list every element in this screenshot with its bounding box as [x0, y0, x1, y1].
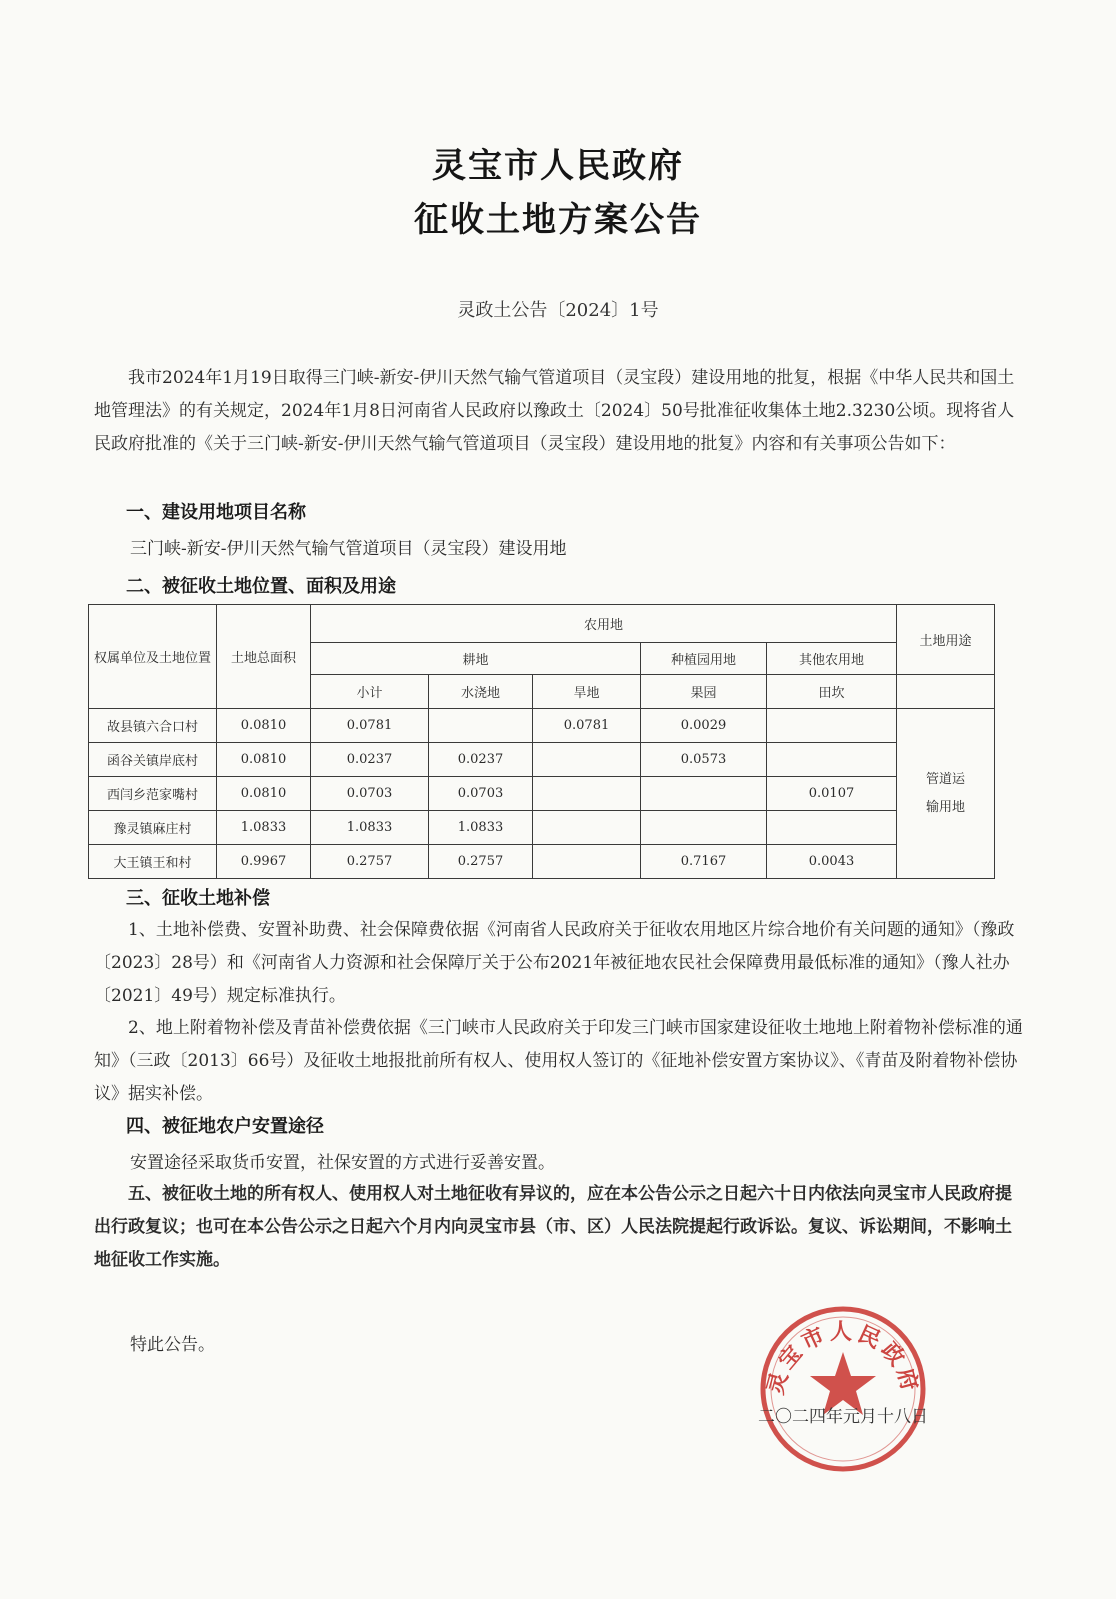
header-dry: 旱地 [533, 675, 641, 709]
closing-text: 特此公告。 [130, 1335, 215, 1355]
section1-content: 三门峡-新安-伊川天然气输气管道项目（灵宝段）建设用地 [130, 539, 567, 559]
cell-irrigated: 0.2757 [429, 845, 533, 879]
section4-heading: 四、被征地农户安置途径 [126, 1116, 324, 1137]
cell-subtotal: 0.0237 [311, 743, 429, 777]
cell-irrigated [429, 709, 533, 743]
page-title-line1: 灵宝市人民政府 [432, 146, 684, 186]
cell-orchard: 0.0573 [641, 743, 767, 777]
land-use-value: 管道运输用地 [926, 771, 966, 815]
cell-field-ridge [767, 743, 897, 777]
cell-total: 0.0810 [217, 709, 311, 743]
cell-subtotal: 0.0781 [311, 709, 429, 743]
cell-owner: 大王镇王和村 [89, 845, 217, 879]
cell-subtotal: 0.2757 [311, 845, 429, 879]
header-plantation: 种植园用地 [641, 643, 767, 675]
cell-orchard: 0.7167 [641, 845, 767, 879]
section3-heading: 三、征收土地补偿 [126, 888, 270, 909]
cell-irrigated: 1.0833 [429, 811, 533, 845]
header-other-agri: 其他农用地 [767, 643, 897, 675]
cell-irrigated: 0.0703 [429, 777, 533, 811]
cell-owner: 函谷关镇岸底村 [89, 743, 217, 777]
cell-dry: 0.0781 [533, 709, 641, 743]
cell-subtotal: 1.0833 [311, 811, 429, 845]
cell-total: 0.0810 [217, 743, 311, 777]
header-subtotal: 小计 [311, 675, 429, 709]
page-title-line2: 征收土地方案公告 [414, 200, 702, 240]
section5-paragraph: 五、被征收土地的所有权人、使用权人对土地征收有异议的，应在本公告公示之日起六十日内依法向灵宝市人民政府提出行政复议；也可在本公告公示之日起六个月内向灵宝市县（市、区）人民法院提起行政诉讼。复议、诉讼期间，不影响土地征收工作实施。 [94, 1184, 1012, 1270]
table-row [89, 743, 995, 777]
cell-total: 0.9967 [217, 845, 311, 879]
cell-land-use [897, 709, 995, 879]
header-land-use: 土地用途 [897, 605, 995, 675]
cell-orchard: 0.0029 [641, 709, 767, 743]
cell-subtotal: 0.0703 [311, 777, 429, 811]
cell-dry [533, 811, 641, 845]
cell-dry [533, 743, 641, 777]
table-row [89, 709, 995, 743]
seal-text: 灵宝市人民政府 [762, 1319, 924, 1398]
cell-field-ridge: 0.0043 [767, 845, 897, 879]
section3-paragraph2: 2、地上附着物补偿及青苗补偿费依据《三门峡市人民政府关于印发三门峡市国家建设征收土地地上附着物补偿标准的通知》（三政〔2013〕66号）及征收土地报批前所有权人、使用权人签订的《征地补偿安置方案协议》、《青苗及附着物补偿协议》据实补偿。 [94, 1018, 1023, 1104]
cell-orchard [641, 811, 767, 845]
document-number: 灵政土公告〔2024〕1号 [457, 300, 659, 321]
cell-owner: 故县镇六合口村 [89, 709, 217, 743]
cell-total: 0.0810 [217, 777, 311, 811]
signing-date: 二〇二四年元月十八日 [758, 1407, 928, 1427]
land-table [88, 604, 995, 879]
header-total-area: 土地总面积 [217, 605, 311, 709]
official-seal [758, 1304, 928, 1474]
cell-owner: 豫灵镇麻庄村 [89, 811, 217, 845]
section3-paragraph1: 1、土地补偿费、安置补助费、社会保障费依据《河南省人民政府关于征收农用地区片综合地价有关问题的通知》（豫政〔2023〕28号）和《河南省人力资源和社会保障厅关于公布2021年被征地农民社会保障费用最低标准的通知》（豫人社办〔2021〕49号）规定标准执行。 [94, 920, 1015, 1006]
cell-field-ridge [767, 811, 897, 845]
header-land-use-blank [897, 675, 995, 709]
header-arable: 耕地 [311, 643, 641, 675]
header-irrigated: 水浇地 [429, 675, 533, 709]
cell-dry [533, 777, 641, 811]
table-row [89, 811, 995, 845]
section2-heading: 二、被征收土地位置、面积及用途 [126, 576, 396, 597]
cell-owner: 西闫乡范家嘴村 [89, 777, 217, 811]
cell-orchard [641, 777, 767, 811]
section1-heading: 一、建设用地项目名称 [126, 502, 306, 523]
header-field-ridge: 田坎 [767, 675, 897, 709]
header-agri: 农用地 [311, 605, 897, 643]
section4-content: 安置途径采取货币安置，社保安置的方式进行妥善安置。 [130, 1153, 555, 1173]
intro-paragraph: 我市2024年1月19日取得三门峡-新安-伊川天然气输气管道项目（灵宝段）建设用地的批复，根据《中华人民共和国土地管理法》的有关规定，2024年1月8日河南省人民政府以豫政土〔2024〕50号批准征收集体土地2.3230公顷。现将省人民政府批准的《关于三门峡-新安-伊川天然气输气管道项目（灵宝段）建设用地的批复》内容和有关事项公告如下： [94, 368, 1015, 454]
header-owner: 权属单位及土地位置 [89, 605, 217, 709]
cell-dry [533, 845, 641, 879]
cell-field-ridge [767, 709, 897, 743]
table-row [89, 845, 995, 879]
header-orchard: 果园 [641, 675, 767, 709]
cell-field-ridge: 0.0107 [767, 777, 897, 811]
cell-irrigated: 0.0237 [429, 743, 533, 777]
table-row [89, 777, 995, 811]
cell-total: 1.0833 [217, 811, 311, 845]
